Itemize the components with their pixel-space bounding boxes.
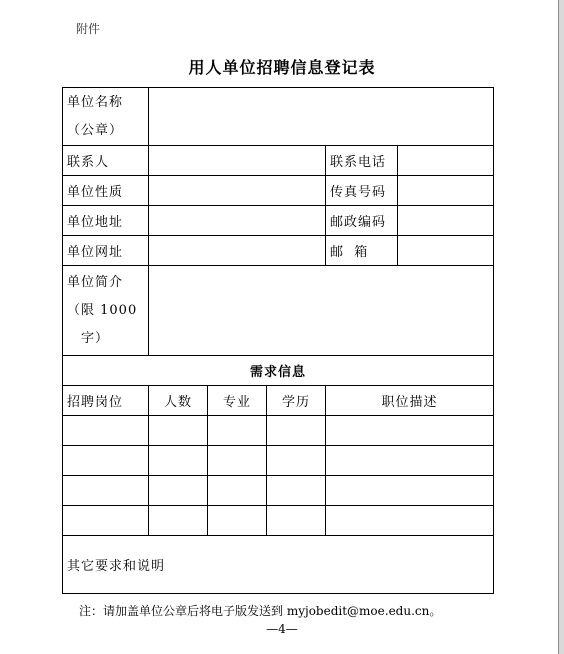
contact-person-field[interactable]	[149, 146, 326, 176]
demand-cell[interactable]	[267, 416, 326, 446]
demand-section-title: 需求信息	[63, 356, 494, 386]
other-requirements-label: 其它要求和说明	[67, 559, 166, 574]
page-edge	[558, 0, 564, 654]
intro-label: 单位简介 （限 1000 字）	[63, 266, 149, 356]
intro-field[interactable]	[149, 266, 494, 356]
contact-person-label: 联系人	[63, 146, 149, 176]
header-position: 招聘岗位	[63, 386, 149, 416]
email-field[interactable]	[398, 236, 494, 266]
unit-name-label: 单位名称 （公章）	[63, 88, 149, 146]
email-label: 邮 箱	[326, 236, 398, 266]
registration-form-table	[62, 87, 494, 594]
demand-cell[interactable]	[326, 506, 494, 536]
row-address	[63, 206, 494, 236]
other-requirements-field[interactable]	[63, 536, 494, 594]
fax-field[interactable]	[398, 176, 494, 206]
demand-cell[interactable]	[149, 416, 208, 446]
demand-row	[63, 506, 494, 536]
page-number: —4—	[266, 622, 298, 636]
unit-nature-field[interactable]	[149, 176, 326, 206]
row-demand-title	[63, 356, 494, 386]
address-label: 单位地址	[63, 206, 149, 236]
demand-cell[interactable]	[63, 446, 149, 476]
demand-row	[63, 446, 494, 476]
header-count: 人数	[149, 386, 208, 416]
contact-phone-field[interactable]	[398, 146, 494, 176]
attachment-label: 附件	[76, 22, 101, 36]
demand-cell[interactable]	[63, 416, 149, 446]
demand-cell[interactable]	[149, 506, 208, 536]
demand-cell[interactable]	[208, 476, 267, 506]
row-intro	[63, 266, 494, 356]
header-major: 专业	[208, 386, 267, 416]
demand-cell[interactable]	[63, 506, 149, 536]
header-education: 学历	[267, 386, 326, 416]
fax-label: 传真号码	[326, 176, 398, 206]
demand-cell[interactable]	[208, 416, 267, 446]
postcode-field[interactable]	[398, 206, 494, 236]
demand-row	[63, 476, 494, 506]
demand-cell[interactable]	[149, 476, 208, 506]
address-field[interactable]	[149, 206, 326, 236]
demand-cell[interactable]	[267, 506, 326, 536]
footer-note: 注：请加盖单位公章后将电子版发送到 myjobedit@moe.edu.cn。	[79, 604, 442, 618]
demand-cell[interactable]	[149, 446, 208, 476]
row-nature	[63, 176, 494, 206]
row-contact	[63, 146, 494, 176]
page-title: 用人单位招聘信息登记表	[188, 58, 376, 77]
unit-name-field[interactable]	[149, 88, 494, 146]
demand-cell[interactable]	[326, 476, 494, 506]
demand-cell[interactable]	[208, 446, 267, 476]
demand-cell[interactable]	[267, 446, 326, 476]
demand-cell[interactable]	[267, 476, 326, 506]
demand-row	[63, 416, 494, 446]
demand-cell[interactable]	[208, 506, 267, 536]
postcode-label: 邮政编码	[326, 206, 398, 236]
website-label: 单位网址	[63, 236, 149, 266]
demand-cell[interactable]	[326, 416, 494, 446]
demand-cell[interactable]	[326, 446, 494, 476]
row-unit-name	[63, 88, 494, 146]
demand-cell[interactable]	[63, 476, 149, 506]
contact-phone-label: 联系电话	[326, 146, 398, 176]
row-demand-headers	[63, 386, 494, 416]
row-website	[63, 236, 494, 266]
header-description: 职位描述	[326, 386, 494, 416]
website-field[interactable]	[149, 236, 326, 266]
unit-nature-label: 单位性质	[63, 176, 149, 206]
row-other	[63, 536, 494, 594]
